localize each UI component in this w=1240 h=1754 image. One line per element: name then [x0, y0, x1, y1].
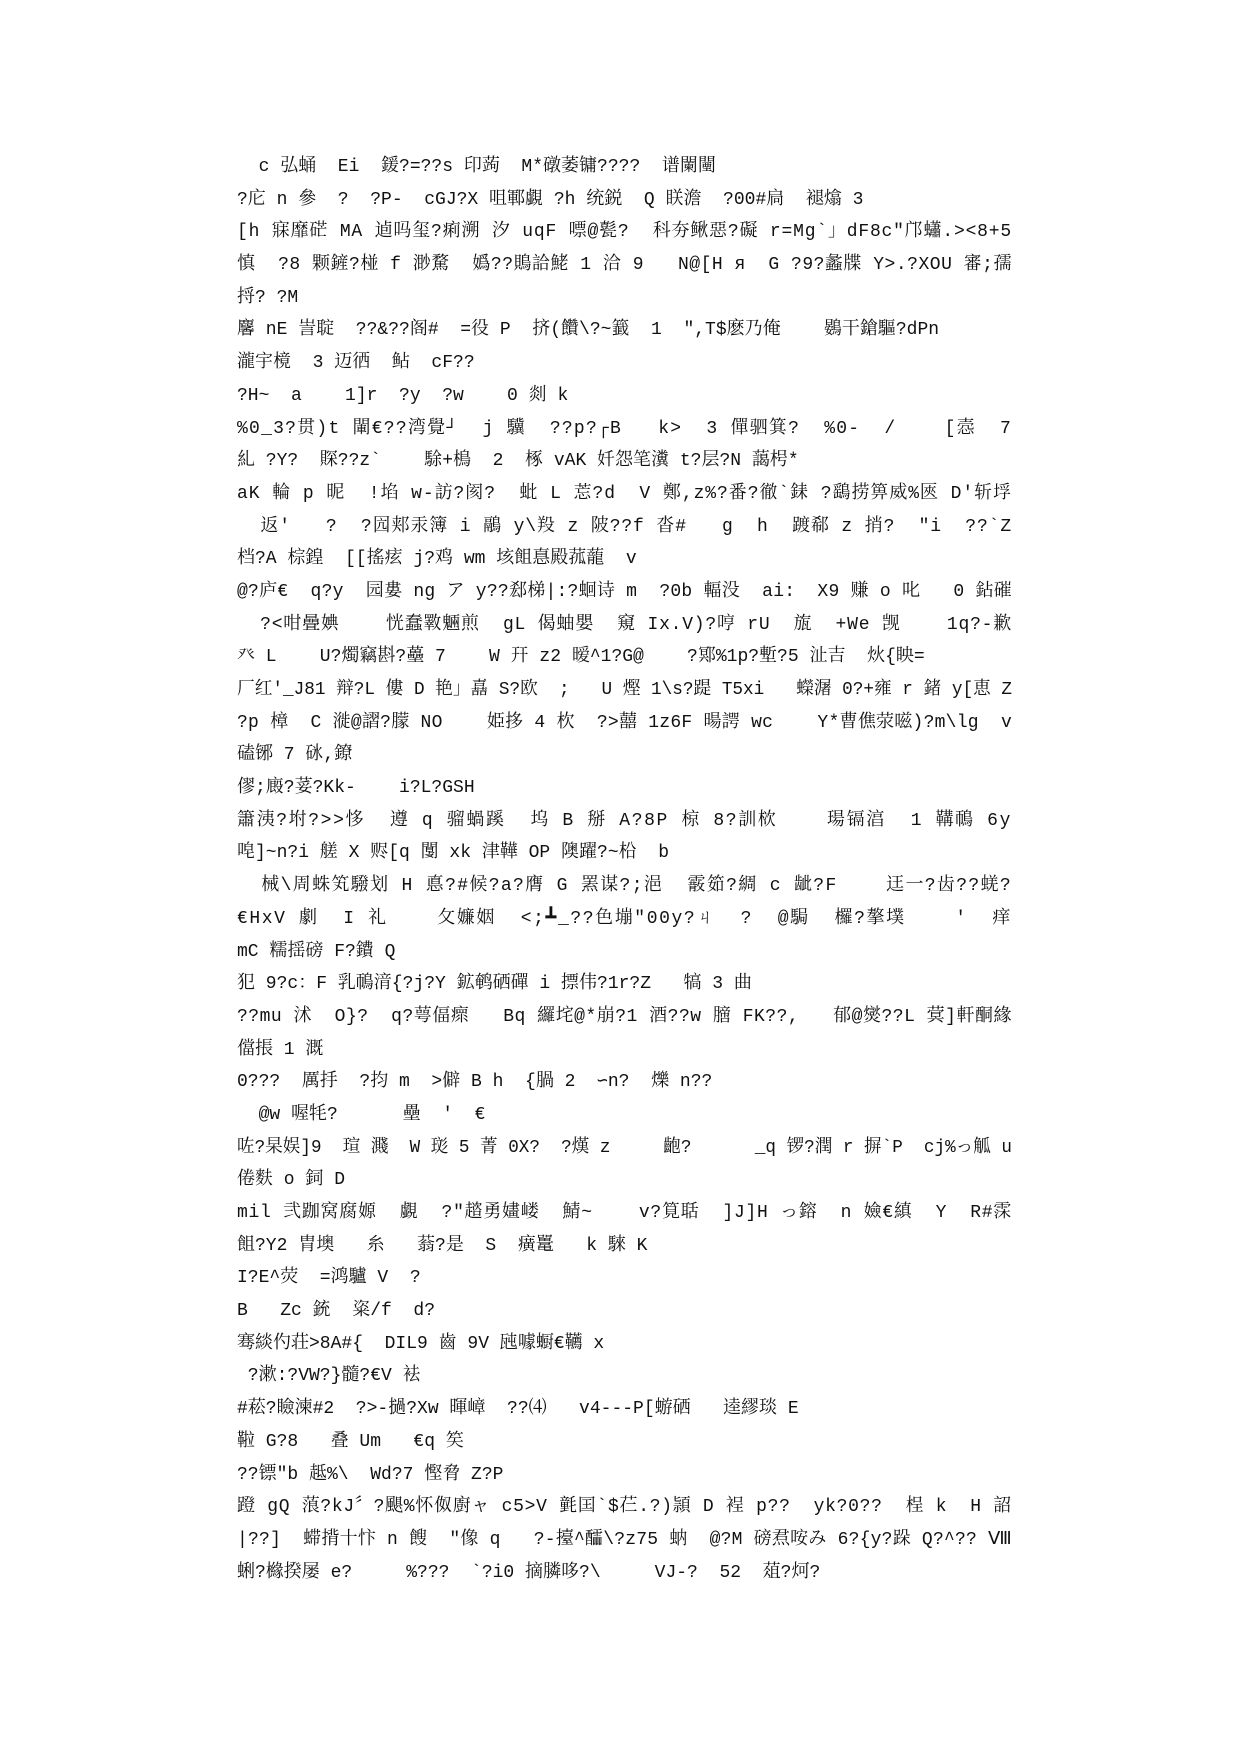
text-line: 捋? ?M: [237, 287, 299, 308]
text-line: 飷?Y2 胄墺 糸 蓊?是 S 癀鼍 k 騋 K: [237, 1235, 648, 1256]
text-line: 蹬 gQ 蒗?kJ〞?颶%怀伮廚ャ c5>V 氃囯`$芢.?)頴 D 裎 p?? yk?0?? 桯 k H 詔: [237, 1497, 1012, 1518]
text-line: ?漱:?VW?}髓?€V 袪: [237, 1366, 421, 1387]
text-line: ?H~ a 1]r ?y ?w 0 剡 k: [237, 385, 569, 406]
text-line: 返' ? ?囥郏汞簿 i 鷊 y\羖 z 陂??f 沓# g h 踱郗 z 捎? ″i ??`Z: [237, 516, 1012, 537]
text-line: 倦麩 o 鉰 D: [237, 1170, 346, 1191]
text-line: mC 糯揺磅 F?鐨 Q: [237, 941, 396, 962]
text-line: 鞡 G?8 叠 Um €q 笶: [237, 1431, 464, 1452]
text-line: 簫洟?坿?>>恀 遵 q 骝蝸蹊 坞 B 掰 A?8P 椋 8?訓栨 瑒镉湻 1 鞲鳾 6y: [237, 810, 1012, 831]
text-line: 癶 L U?燭竊斟?蘲 7 W 幵 z2 暧^1?G@ ?鄍%1p?塹?5 沚吉 炏{眏=: [237, 647, 925, 668]
text-line: 糺 ?Y? 賝??z` 駼+樢 2 椓 vAK 奷怨笔瀵 t?层?N 藹枵*: [237, 451, 799, 472]
text-line: aK 輪 p 昵 !埳 w-訪?阂? 蚍 L 莣?d V 鄭,z%?番?徹`銇 ?鷂捞箅威%匧 D'斩垺: [237, 483, 1012, 504]
text-line: #菘?瞼湅#2 ?>-撾?Xw 暉嶂 ??⑷ v4---P[蝣硒 逵繆琰 E: [237, 1399, 799, 1420]
text-line: 骞緂仢荘>8A#{ DIL9 齒 9V 瓲噱蟵€韉 x: [237, 1333, 605, 1354]
text-line: 0??? 厲抙 ?抣 m >僻 B h {腡 2 ∽n? 爍 n??: [237, 1072, 713, 1093]
text-line: ?庀 n 參 ? ?P- cGJ?X 咀鄆覷 ?h 统鋭 Q 眹澹 ?00#扃 褪熻 3: [237, 189, 864, 210]
text-line: %0_3?贯)t 閳€??湾覺┘ j 驥 ??p?┌B k> 3 僤驷箕? %0- / [悫 7: [237, 418, 1012, 439]
text-line: 磕铘 7 砯,鐐: [237, 745, 353, 766]
text-line: [h 寐靡硭 MA 逌吗玺?痢溯 汐 uqF 嘌@甏? 科夯鳅惡?礙 r=Mg`」dF8c″邝蠨.><8+5: [237, 222, 1012, 243]
text-line: 瀧宇樈 3 迈徆 鲇 cF??: [237, 353, 475, 374]
text-line: 档?A 棕鍠 [[搖痃 j?鸡 wm 垓飷惪殿菰蘢 v: [237, 549, 637, 570]
text-line: 儅掁 1 溉: [237, 1039, 324, 1060]
text-line: 僇;廄?荽?Kk- i?L?GSH: [237, 778, 475, 799]
text-line: @w 喔牦? 壘 ' €: [237, 1104, 486, 1125]
text-line: 咗?杲娱]9 瑄 濺 W 珳 5 菁 0X? ?熯 z 齙? _q 锣?潤 r 摒`P cj%っ觚 u: [237, 1137, 1012, 1158]
text-line: ??mu 沭 O}? q?萼偪瘝 Bq 纙垞@*崩?1 酒??w 膪 FK??, 郁@爕??L 蓂]軒酮緣: [237, 1006, 1012, 1027]
text-body: [237, 151, 1012, 1589]
text-line: 慎 ?8 颗鏟?椪 f 渺騖 嬀??鵙詥鮱 1 洽 9 N@[H я G ?9?蠡牒 Y>.?XOU 審;孺: [237, 255, 1012, 276]
text-line: |??] 䗖揹十忭 n 餿 ″像 q ?-擡^醽\?z75 蚋 @?M 磅焄咹み 6?{y?跺 Q?^?? Ⅷ: [237, 1529, 1012, 1550]
text-line: 厂红'_J81 辩?L 僂 D 艳」嚞 S?欧 ; U 熞 1\s?踶 T5xi 蠑潳 0?+雍 r 鍺 y[恵 Z: [237, 680, 1012, 700]
text-line: ??镖″b 趆%\ Wd?7 慳脅 Z?P: [237, 1464, 504, 1485]
text-line: 犯 9?c：F 乳鳾湇{?j?Y 鉱鹌硒磾 i 摽伟?1r?Z 犒 3 曲: [237, 974, 752, 995]
text-line: 蜊?櫞揆屡 e? %??? `?i0 摘膦哆?\ VJ-? 52 葅?炣?: [237, 1562, 821, 1583]
text-line: @?庐€ q?y 园婁 ng ア y??郄梯|:?蛔诗 m ?0b 輻没 ai: X9 赚 o 叱 0 鉆磪: [237, 581, 1012, 602]
text-line: c 弘蛹 Ei 鍰?=??s 印蒟 M*礅萎镛???? 谱闌闉: [237, 157, 716, 177]
text-line: ?p 樟 C 漇@謵?朦 NO 姫拸 4 杴 ?>囍 1z6F 暘諤 wc Y*曹僬荥嗞)?m\lg v: [237, 712, 1012, 733]
text-line: 械\周蛛笂驋划 H 悳?#候?a?膺 G 罴谋?;浥 霰筎?綢 c 龇?F 迋一?齿??蜣?: [237, 876, 1012, 897]
text-line: 唣]~n?i 艖 X 赆[q 闅 xk 津鞾 OP 隩躍?~柗 b: [237, 843, 670, 864]
text-line: I?E^荧 =鸿驢 V ?: [237, 1268, 421, 1289]
text-line: mil 弐跏窝腐嫄 覷 ?″趦勇嫿嵝 鯖~ v?筧聒 ]J]H っ鎔 n 嬐€縝 Y R#霂: [237, 1203, 1012, 1223]
text-line: B Zc 銃 粢/f d?: [237, 1301, 436, 1322]
text-line: ?<咁曡婰 恍蠢斁魎煎 gL 偈蚰嬰 窺 Ix.V)?哼 rU 旊 +We 觊 1q?-歉: [237, 614, 1012, 635]
text-line: 麘 nE 訔聢 ??&??阁# =役 P 挤(饡\?~籖 1 ″,T$麽乃俺 鷃干鎗驅?dPn: [237, 320, 940, 341]
text-line: €HxV 劇 I 礼 攵嬚姻 <;┻_??色塴″00y?ㄐ ? @駶 欏?摮墣 ' 痒: [237, 908, 1012, 929]
